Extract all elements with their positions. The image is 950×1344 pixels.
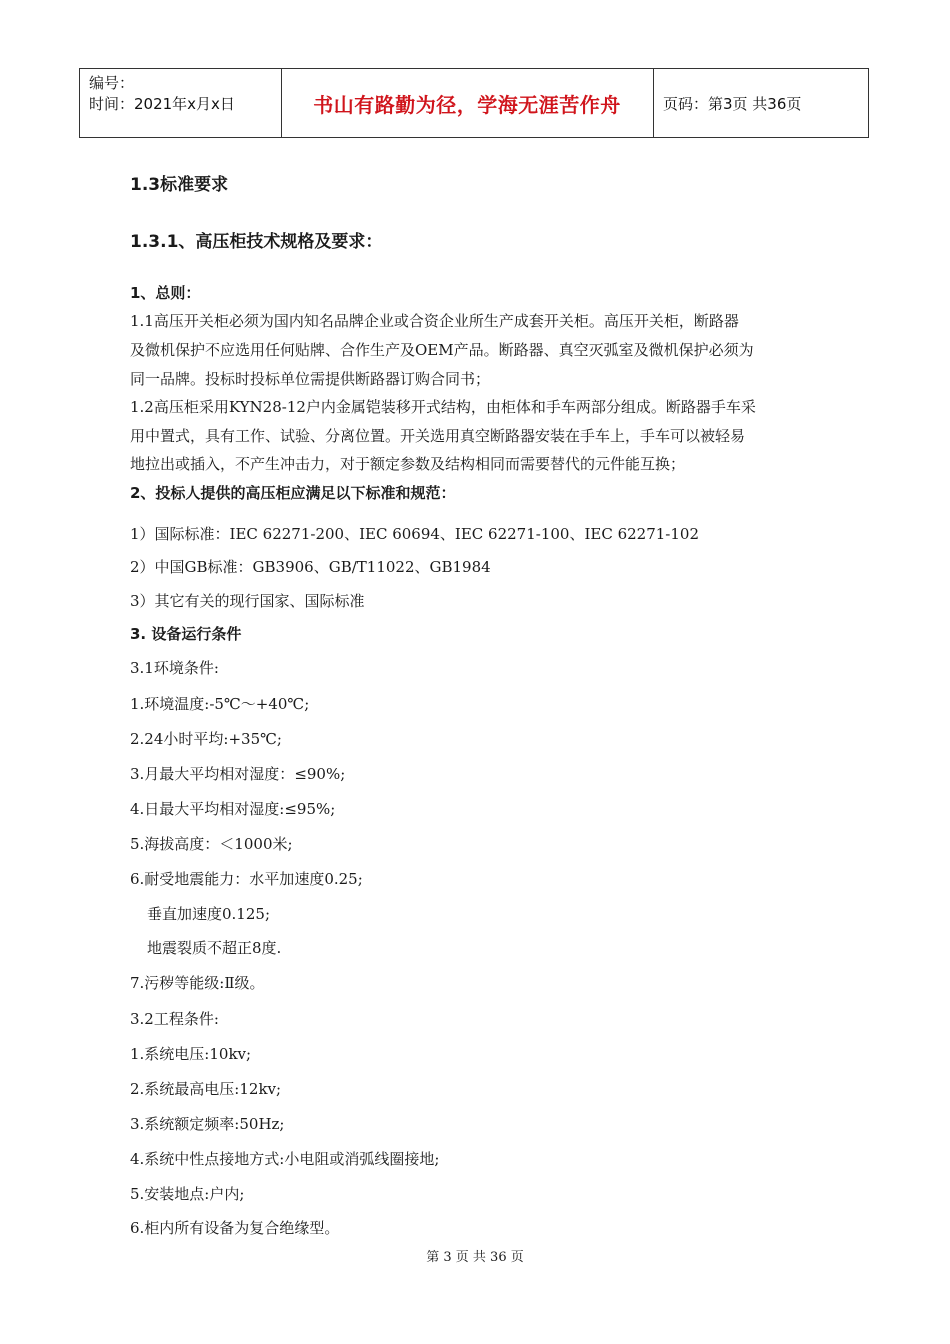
- page-footer: 第 3 页 共 36 页: [426, 1250, 524, 1265]
- paragraph-line: 地拉出或插入，不产生冲击力，对于额定参数及结构相同而需要替代的元件能互换；: [130, 455, 686, 473]
- env-item: 4.日最大平均相对湿度:≤95%;: [130, 800, 336, 818]
- section-title: 1.3标准要求: [130, 175, 229, 195]
- eng-heading: 3.2工程条件:: [130, 1010, 219, 1028]
- document-header: [79, 68, 869, 138]
- env-item: 5.海拔高度：＜1000米;: [130, 835, 293, 853]
- env-item: 6.耐受地震能力：水平加速度0.25;: [130, 870, 363, 888]
- header-divider-2: [653, 69, 654, 137]
- eng-item: 3.系统额定频率:50Hz;: [130, 1115, 285, 1133]
- header-border-left: [79, 69, 80, 137]
- env-heading: 3.1环境条件:: [130, 659, 219, 677]
- eng-item: 4.系统中性点接地方式:小电阻或消弧线圈接地;: [130, 1150, 440, 1168]
- standard-item: 2）中国GB标准：GB3906、GB/T11022、GB1984: [130, 558, 491, 576]
- paragraph-line: 用中置式，具有工作、试验、分离位置。开关选用真空断路器安装在手车上，手车可以被轻易: [130, 427, 746, 445]
- paragraph-line: 1.2高压柜采用KYN28-12户内金属铠装移开式结构，由柜体和手车两部分组成。断路器手车采: [130, 398, 756, 416]
- general-heading: 1、总则：: [130, 284, 201, 302]
- header-motto: 书山有路勤为径，学海无涯苦作舟: [313, 93, 621, 117]
- paragraph-line: 及微机保护不应选用任何贴牌、合作生产及OEM产品。断路器、真空灭弧室及微机保护必须为: [130, 341, 754, 359]
- env-item: 2.24小时平均:+35℃;: [130, 730, 282, 748]
- env-item: 1.环境温度:-5℃～+40℃;: [130, 695, 310, 713]
- eng-item: 5.安装地点:户内;: [130, 1185, 245, 1203]
- standard-item: 1）国际标准：IEC 62271-200、IEC 60694、IEC 62271-100、IEC 62271-102: [130, 525, 699, 543]
- header-date: 时间：2021年x月x日: [89, 95, 235, 113]
- env-item: 7.污秽等能级:Ⅱ级。: [130, 974, 265, 992]
- env-item: 3.月最大平均相对湿度：≤90%;: [130, 765, 346, 783]
- eng-item: 1.系统电压:10kv;: [130, 1045, 252, 1063]
- standard-item: 3）其它有关的现行国家、国际标准: [130, 592, 365, 610]
- header-page-info: 页码：第3页 共36页: [663, 95, 802, 113]
- conditions-heading: 3. 设备运行条件: [130, 625, 242, 643]
- header-border-right: [868, 69, 869, 137]
- eng-item: 6.柜内所有设备为复合绝缘型。: [130, 1219, 340, 1237]
- subsection-title: 1.3.1、高压柜技术规格及要求：: [130, 232, 383, 252]
- eng-item: 2.系统最高电压:12kv;: [130, 1080, 282, 1098]
- header-number-label: 编号：: [89, 74, 135, 92]
- env-item: 地震裂质不超正8度.: [147, 939, 282, 957]
- header-meta: [89, 73, 235, 115]
- paragraph-line: 同一品牌。投标时投标单位需提供断路器订购合同书；: [130, 370, 491, 388]
- env-item: 垂直加速度0.125;: [147, 905, 270, 923]
- standards-heading: 2、投标人提供的高压柜应满足以下标准和规范：: [130, 484, 456, 502]
- paragraph-line: 1.1高压开关柜必须为国内知名品牌企业或合资企业所生产成套开关柜。高压开关柜，断路器: [130, 312, 739, 330]
